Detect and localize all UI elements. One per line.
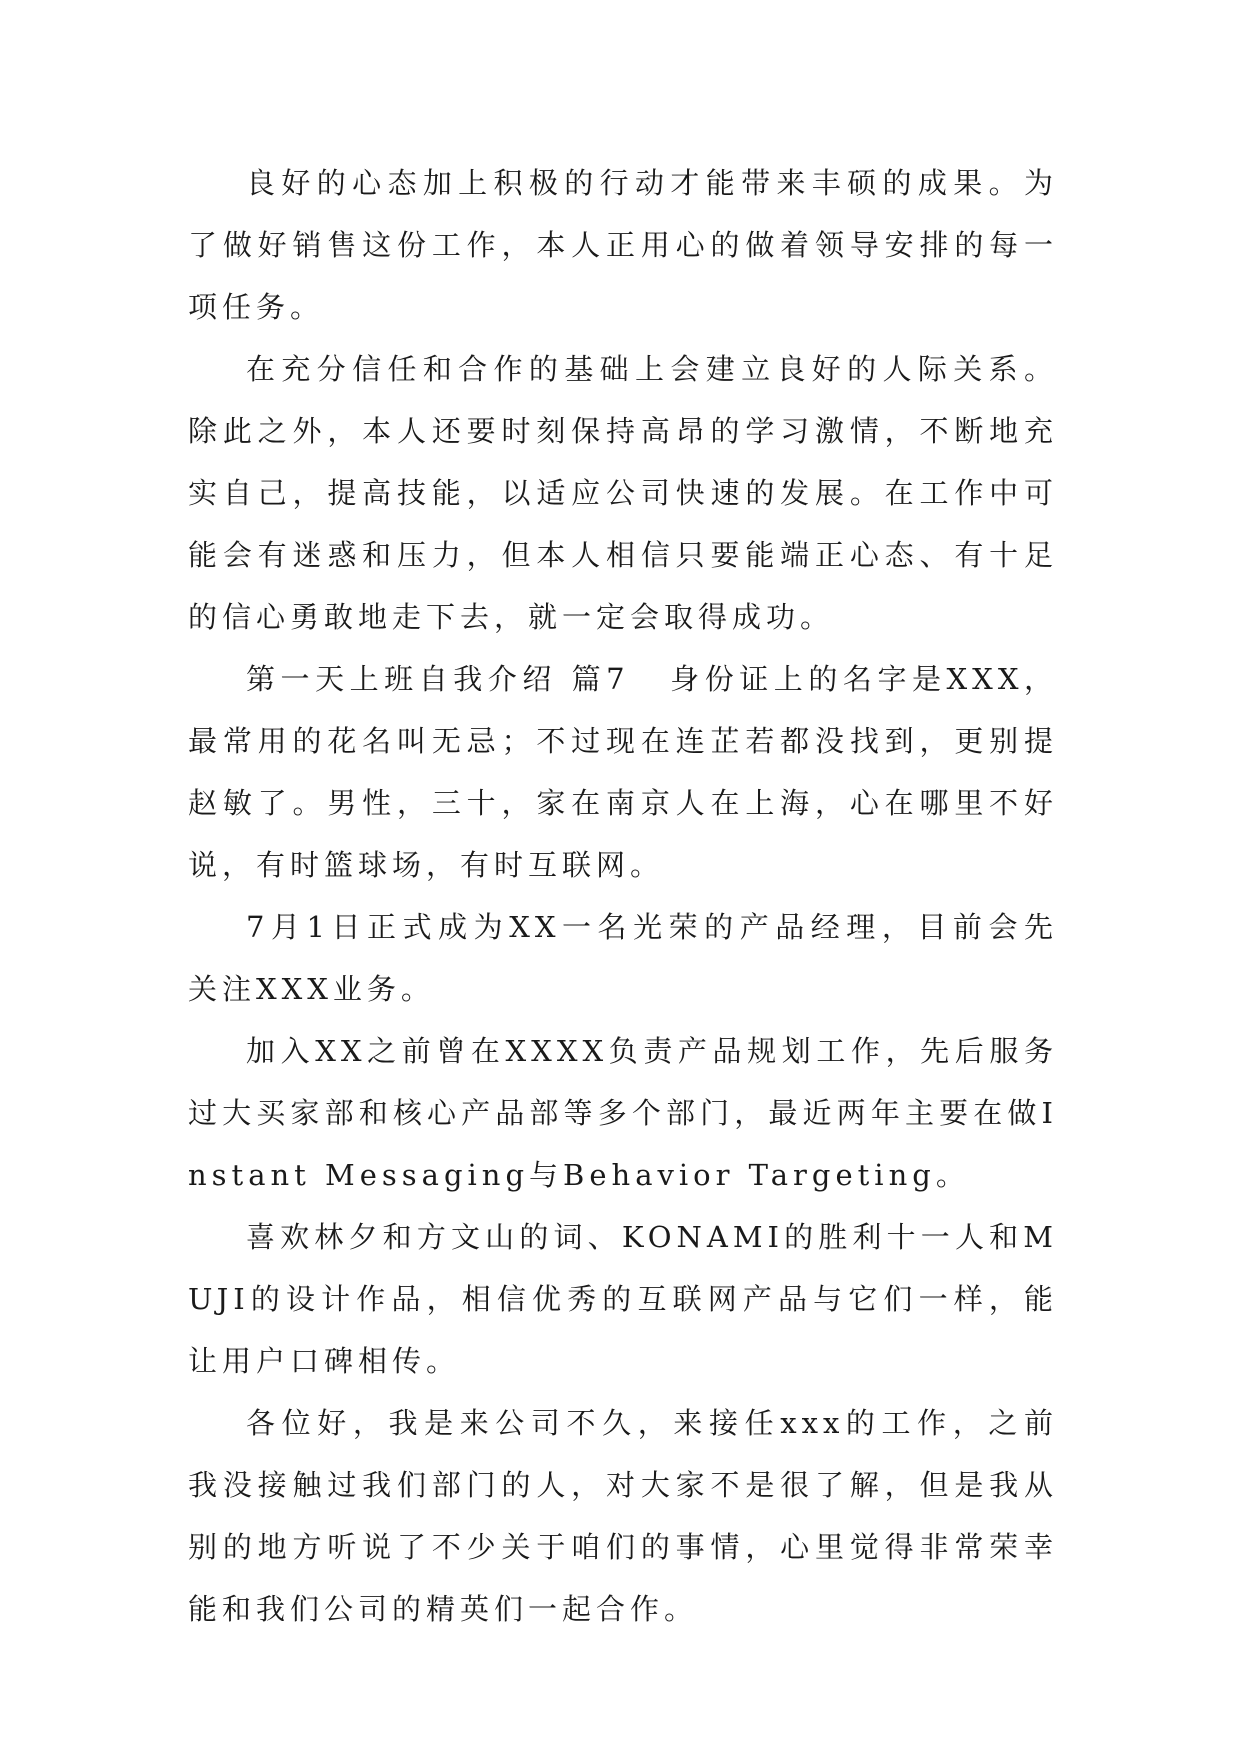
paragraph-7: 各位好，我是来公司不久，来接任xxx的工作，之前我没接触过我们部门的人，对大家不是很了解，但是我从别的地方听说了不少关于咱们的事情，心里觉得非常荣幸能和我们公司的精英们一起合作。 [188, 1406, 1058, 1626]
paragraph-4: 7月1日正式成为XX一名光荣的产品经理，目前会先关注XXX业务。 [188, 910, 1058, 1006]
paragraph-2: 在充分信任和合作的基础上会建立良好的人际关系。除此之外，本人还要时刻保持高昂的学习激情，不断地充实自己，提高技能，以适应公司快速的发展。在工作中可能会有迷惑和压力，但本人相信只要能端正心态、有十足的信心勇敢地走下去，就一定会取得成功。 [188, 352, 1058, 634]
section-heading: 第一天上班自我介绍 篇7 [246, 662, 630, 696]
paragraph-6: 喜欢林夕和方文山的词、KONAMI的胜利十一人和MUJI的设计作品，相信优秀的互联网产品与它们一样，能让用户口碑相传。 [188, 1220, 1058, 1378]
paragraph-section-7 [188, 648, 1058, 896]
section-intro: 身份证上的名字是XXX，最常用的花名叫无忌；不过现在连芷若都没找到，更别提赵敏了。男性，三十，家在南京人在上海，心在哪里不好说，有时篮球场，有时互联网。 [188, 662, 1059, 882]
document-body [188, 152, 1058, 1640]
paragraph-1: 良好的心态加上积极的行动才能带来丰硕的成果。为了做好销售这份工作，本人正用心的做着领导安排的每一项任务。 [188, 166, 1058, 324]
paragraph-5: 加入XX之前曾在XXXX负责产品规划工作，先后服务过大买家部和核心产品部等多个部门，最近两年主要在做Instant Messaging与Behavior Targeting。 [188, 1034, 1058, 1192]
